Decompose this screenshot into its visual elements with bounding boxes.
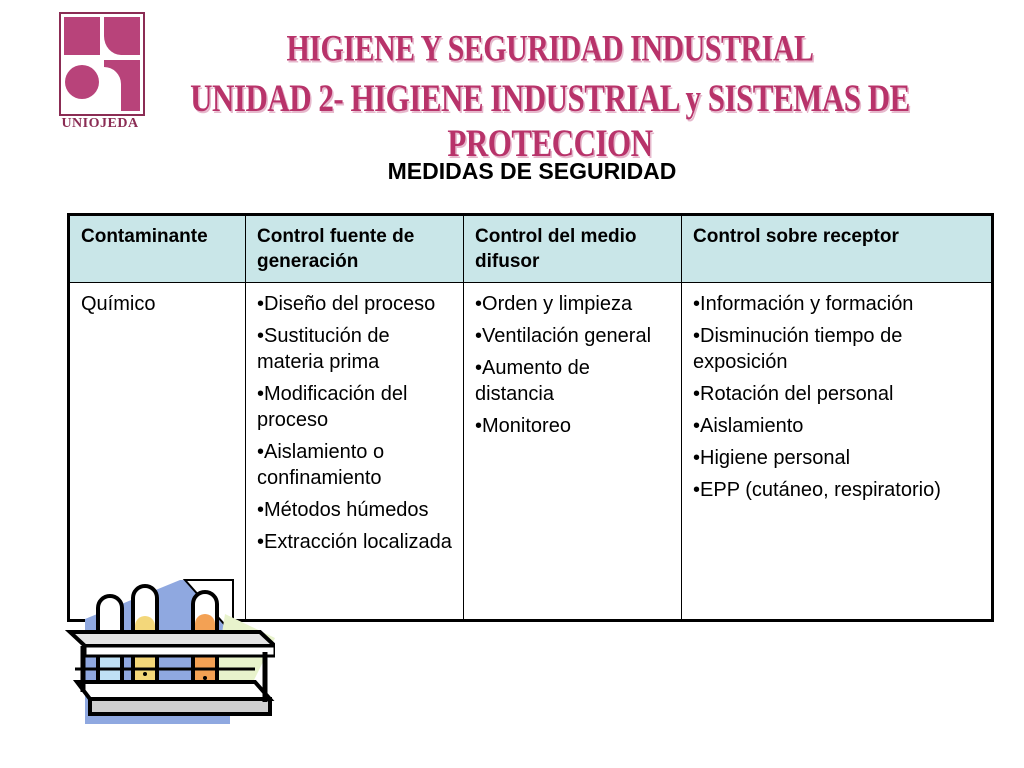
list-item: • Aislamiento <box>693 413 980 439</box>
column-header-contaminant: Contaminante <box>69 215 246 283</box>
list-item: • Extracción localizada <box>257 529 452 555</box>
logo-text: UNIOJEDA <box>61 116 139 131</box>
list-item: • Sustitución de materia prima <box>257 323 452 375</box>
test-tubes-rack-icon <box>65 574 275 729</box>
column-header-medium-control: Control del medio difusor <box>464 215 682 283</box>
list-item: • Orden y limpieza <box>475 291 670 317</box>
section-title: MEDIDAS DE SEGURIDAD <box>387 158 677 184</box>
list-item: • Aislamiento o confinamiento <box>257 439 452 491</box>
university-logo <box>50 10 150 135</box>
list-item: • Modificación del proceso <box>257 381 452 433</box>
medium-control-cell <box>464 283 682 621</box>
receptor-control-list <box>693 291 980 503</box>
list-item: • Rotación del personal <box>693 381 980 407</box>
source-control-cell <box>246 283 464 621</box>
list-item: • Ventilación general <box>475 323 670 349</box>
list-item: • Disminución tiempo de exposición <box>693 323 980 375</box>
list-item: • Higiene personal <box>693 445 980 471</box>
column-header-receptor-control: Control sobre receptor <box>682 215 993 283</box>
receptor-control-cell <box>682 283 993 621</box>
list-item: • Información y formación <box>693 291 980 317</box>
table-row <box>69 283 993 621</box>
unit-title: UNIDAD 2- HIGIENE INDUSTRIAL y SISTEMAS DE PROTECCION <box>190 76 910 165</box>
safety-measures-table <box>67 213 994 622</box>
list-item: • Métodos húmedos <box>257 497 452 523</box>
course-title: HIGIENE Y SEGURIDAD INDUSTRIAL <box>286 28 814 70</box>
list-item: • Monitoreo <box>475 413 670 439</box>
list-item: • Diseño del proceso <box>257 291 452 317</box>
list-item: • Aumento de distancia <box>475 355 670 407</box>
list-item: • EPP (cutáneo, respiratorio) <box>693 477 980 503</box>
table-header-row <box>69 215 993 283</box>
contaminant-cell: Químico <box>69 283 246 621</box>
column-header-source-control: Control fuente de generación <box>246 215 464 283</box>
source-control-list <box>257 291 452 555</box>
uniojeda-emblem-icon <box>59 12 145 116</box>
medium-control-list <box>475 291 670 439</box>
